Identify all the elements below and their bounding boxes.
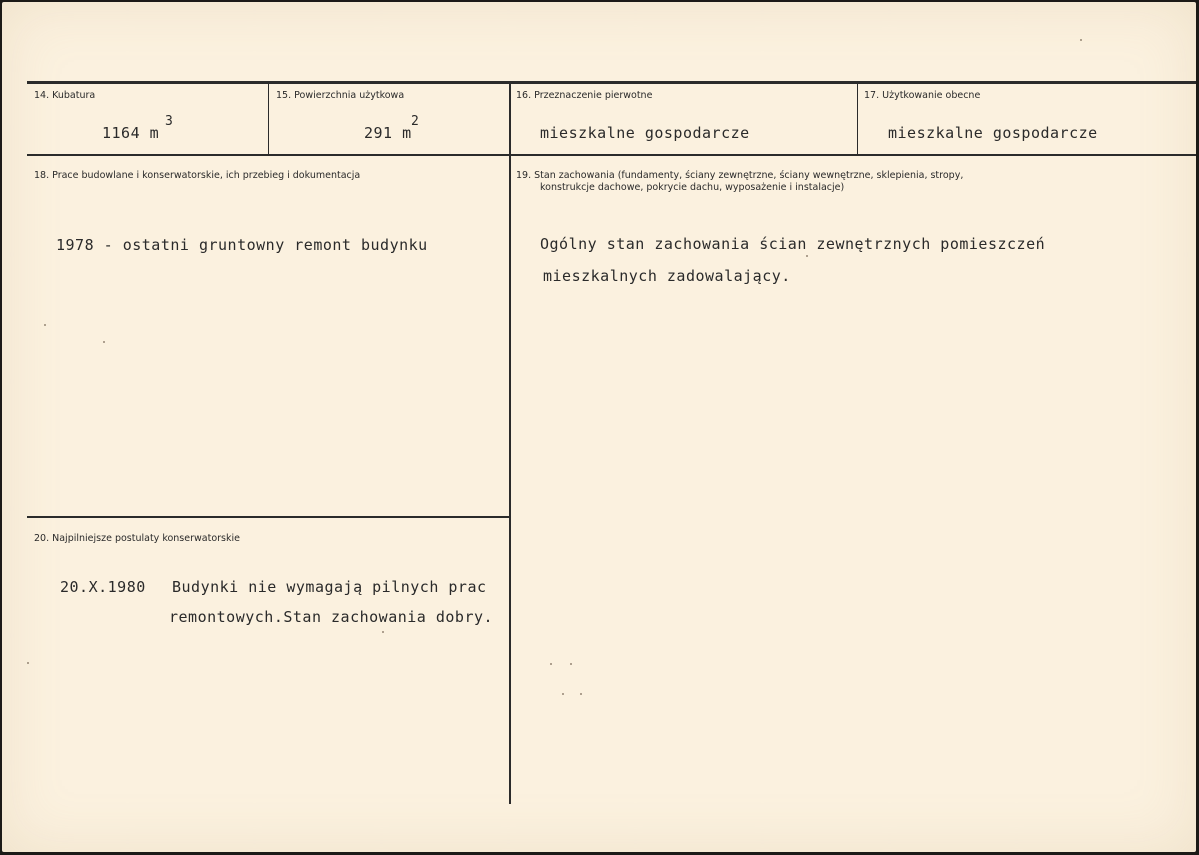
field-14-superscript: 3 bbox=[165, 114, 173, 129]
field-14-label: 14. Kubatura bbox=[34, 90, 96, 101]
field-18-value: 1978 - ostatni gruntowny remont budynku bbox=[56, 236, 428, 254]
field-15-value: 291 m bbox=[364, 124, 412, 142]
field-17-label: 17. Użytkowanie obecne bbox=[864, 90, 981, 101]
field-17-value: mieszkalne gospodarcze bbox=[888, 124, 1098, 142]
divider-main bbox=[509, 82, 511, 804]
field-20-value-line1: Budynki nie wymagają pilnych prac bbox=[172, 578, 487, 596]
divider-16-17 bbox=[857, 82, 858, 155]
paper-speck bbox=[1080, 39, 1082, 41]
paper-speck bbox=[562, 693, 564, 695]
divider-14-15 bbox=[268, 82, 269, 155]
section-20-top-rule bbox=[27, 516, 509, 518]
field-18-label: 18. Prace budowlane i konserwatorskie, ich przebieg i dokumentacja bbox=[34, 170, 361, 181]
field-19-value-line1: Ogólny stan zachowania ścian zewnętrznych pomieszczeń bbox=[540, 235, 1046, 253]
field-20-label: 20. Najpilniejsze postulaty konserwatorskie bbox=[34, 533, 240, 544]
field-14-value: 1164 m bbox=[102, 124, 160, 142]
field-16-value: mieszkalne gospodarcze bbox=[540, 124, 750, 142]
paper-speck bbox=[550, 663, 552, 665]
row1-bottom-rule bbox=[27, 154, 1196, 156]
paper-speck bbox=[806, 255, 808, 257]
paper-speck bbox=[382, 631, 384, 633]
field-19-label-line2: konstrukcje dachowe, pokrycie dachu, wyposażenie i instalacje) bbox=[540, 182, 845, 193]
top-rule bbox=[27, 81, 1196, 84]
paper-speck bbox=[570, 663, 572, 665]
field-15-superscript: 2 bbox=[411, 114, 419, 129]
record-card bbox=[2, 2, 1196, 852]
paper-speck bbox=[103, 341, 105, 343]
paper-speck bbox=[27, 662, 29, 664]
field-20-date: 20.X.1980 bbox=[60, 578, 146, 596]
field-15-label: 15. Powierzchnia użytkowa bbox=[276, 90, 405, 101]
field-20-value-line2: remontowych.Stan zachowania dobry. bbox=[169, 608, 494, 626]
field-16-label: 16. Przeznaczenie pierwotne bbox=[516, 90, 653, 101]
paper-speck bbox=[44, 324, 46, 326]
field-19-value-line2: mieszkalnych zadowalający. bbox=[543, 267, 791, 285]
field-19-label-line1: 19. Stan zachowania (fundamenty, ściany zewnętrzne, ściany wewnętrzne, sklepienia, stropy, bbox=[516, 170, 964, 181]
paper-speck bbox=[580, 693, 582, 695]
